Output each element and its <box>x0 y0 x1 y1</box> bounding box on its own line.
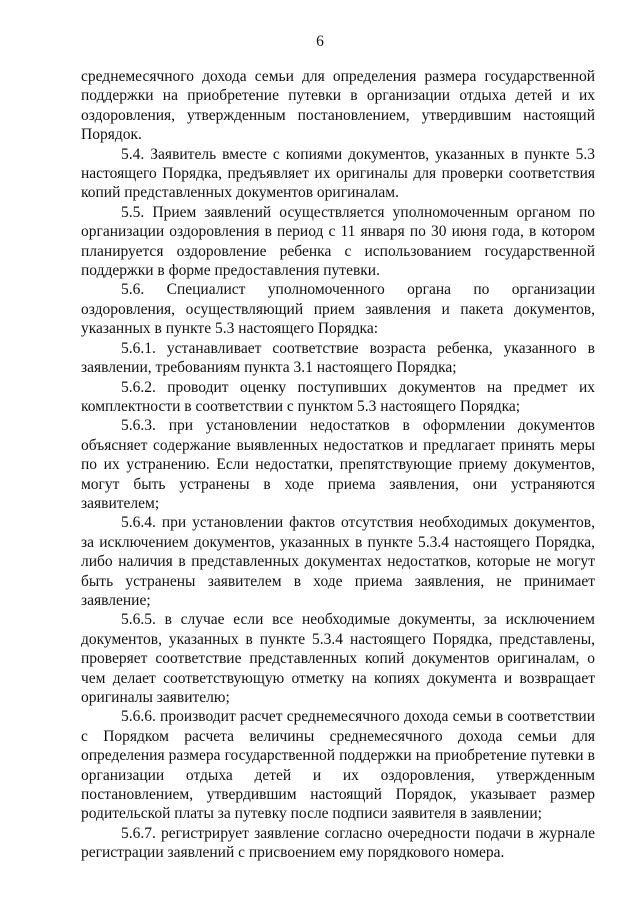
paragraph-continued: среднемесячного дохода семьи для определения размера государственной поддержки на приобретение путевки в организации отдыха детей и их оздоровления, утвержденным постановлением, утвердившим настоящий Порядок. <box>81 68 595 144</box>
paragraph-5-6: 5.6. Специалист уполномоченного органа по организации оздоровления, осуществляющий прием заявления и пакета документов, указанных в пункте 5.3 настоящего Порядка: <box>81 281 595 338</box>
paragraph-5-6-4: 5.6.4. при установлении фактов отсутствия необходимых документов, за исключением документов, указанных в пункте 5.3.4 настоящего Порядка, либо наличия в представленных документах недостатков, которые не могут быть устранены заявителем в ходе приема заявления, не принимает заявление; <box>81 514 595 609</box>
paragraph-5-6-6: 5.6.6. производит расчет среднемесячного дохода семьи в соответствии с Порядком расчета величины среднемесячного дохода семьи для определения размера государственной поддержки на приобретение путевки в организации отдыха детей и их оздоровления, утвержденным постановлением, утвердившим настоящий Порядок, указывает размер родительской платы за путевку после подписи заявителя в заявлении; <box>81 708 595 823</box>
paragraph-5-6-1: 5.6.1. устанавливает соответствие возраста ребенка, указанного в заявлении, требованиям пункта 3.1 настоящего Порядка; <box>81 339 595 377</box>
document-body <box>81 67 595 863</box>
paragraph-5-6-7: 5.6.7. регистрирует заявление согласно очередности подачи в журнале регистрации заявлений с присвоением ему порядкового номера. <box>81 824 595 862</box>
paragraph-5-6-3: 5.6.3. при установлении недостатков в оформлении документов объясняет содержание выявленных недостатков и предлагает принять меры по их устранению. Если недостатки, препятствующие приему документов, могут быть устранены в ходе приема заявления, они устраняются заявителем; <box>81 417 595 512</box>
paragraph-5-5: 5.5. Прием заявлений осуществляется уполномоченным органом по организации оздоровления в период с 11 января по 30 июня года, в котором планируется оздоровление ребенка с использованием государственной поддержки в форме предоставления путевки. <box>81 203 595 280</box>
paragraph-5-4: 5.4. Заявитель вместе с копиями документов, указанных в пункте 5.3 настоящего Порядка, предъявляет их оригиналы для проверки соответствия копий представленных документов оригиналам. <box>81 145 595 202</box>
paragraph-5-6-5: 5.6.5. в случае если все необходимые документы, за исключением документов, указанных в пункте 5.3.4 настоящего Порядка, представлены, проверяет соответствие представленных копий документов оригиналам, о чем делает соответствующую отметку на копиях документа и возвращает оригиналы заявителю; <box>81 611 595 706</box>
paragraph-5-6-2: 5.6.2. проводит оценку поступивших документов на предмет их комплектности в соответствии с пунктом 5.3 настоящего Порядка; <box>81 378 595 415</box>
page-number: 6 <box>316 33 324 50</box>
